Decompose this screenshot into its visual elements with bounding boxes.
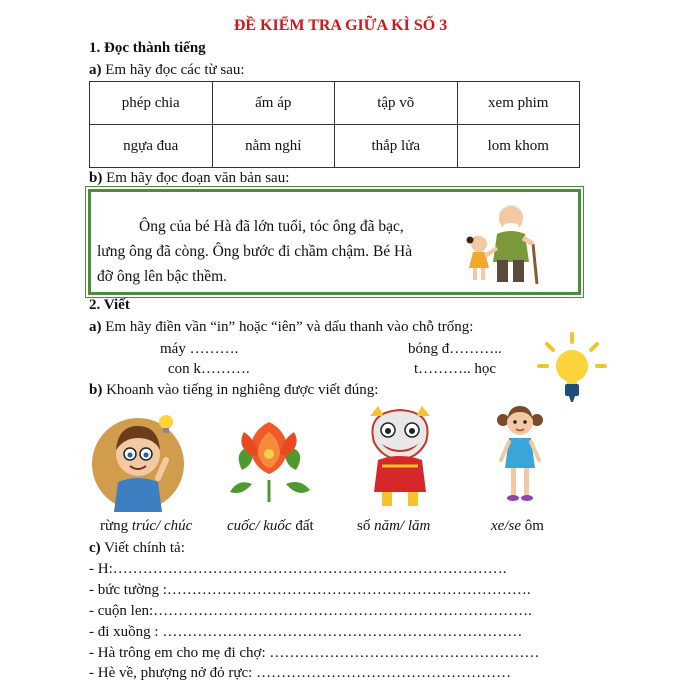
dictation-line[interactable]: - Hè về, phượng nở đỏ rực: ……………………………………………	[89, 665, 512, 681]
table-cell: lom khom	[457, 125, 580, 168]
reading-passage-box	[88, 189, 581, 295]
choice-prefix: rừng	[100, 518, 132, 534]
passage-line: đỡ ông lên bậc thềm.	[97, 268, 228, 285]
part-b-text: Em hãy đọc đoạn văn bản sau:	[106, 170, 290, 186]
table-row	[90, 125, 580, 168]
table-cell: thắp lửa	[335, 125, 458, 168]
part-a-text: Em hãy đọc các từ sau:	[105, 62, 245, 78]
table-row	[90, 82, 580, 125]
lion-dance-illustration	[360, 402, 440, 510]
section2-heading: 2. Viết	[89, 297, 130, 313]
passage-line: lưng ông đã còng. Ông bước đi chầm chậm. Bé Hà	[97, 243, 413, 260]
table-cell: phép chia	[90, 82, 213, 125]
part-a-label: a)	[89, 319, 102, 335]
table-cell: xem phim	[457, 82, 580, 125]
grandpa-girl-illustration	[463, 196, 563, 286]
dictation-line[interactable]: - cuộn len:………………………………………………………………….	[89, 603, 532, 619]
section1-part-a	[89, 62, 245, 79]
choice-options[interactable]: trúc/ chúc	[131, 518, 193, 534]
word-table	[89, 81, 580, 168]
fill-item: máy ……….	[160, 341, 239, 357]
part-b-label: b)	[89, 382, 103, 398]
fill-item: t……….. học	[414, 361, 497, 377]
flower-illustration	[222, 410, 316, 504]
section1-part-b	[89, 170, 289, 187]
part-a-label: a)	[89, 62, 102, 78]
dictation-line[interactable]: - đi xuồng : ………………………………………………………………	[89, 624, 523, 640]
fill-item: bóng đ………..	[408, 341, 502, 357]
choice-suffix: đất	[291, 518, 314, 534]
section1-heading: 1. Đọc thành tiếng	[89, 40, 206, 56]
page-title: ĐỀ KIỂM TRA GIỮA KÌ SỐ 3	[233, 17, 448, 34]
part-b-text: Khoanh vào tiếng in nghiêng được viết đúng:	[106, 382, 379, 398]
section2-part-c	[89, 540, 185, 557]
choice-caption	[227, 518, 314, 535]
choice-caption	[357, 518, 430, 535]
choice-prefix: số	[357, 518, 375, 534]
choice-suffix: ôm	[520, 518, 544, 534]
choice-options[interactable]: cuốc/ kuốc	[227, 518, 292, 534]
reading-passage	[91, 214, 443, 289]
boy-idea-illustration	[92, 408, 192, 512]
part-a-text: Em hãy điền vần “in” hoặc “iên” và dấu thanh vào chỗ trống:	[105, 319, 474, 335]
choice-options[interactable]: xe/se	[491, 518, 521, 534]
dictation-line[interactable]: - H:…………………………………………………………………….	[89, 561, 507, 577]
section2-part-a	[89, 319, 473, 336]
dictation-line[interactable]: - Hà trông em cho mẹ đi chợ: ………………………………………………	[89, 645, 540, 661]
section2-part-b	[89, 382, 378, 399]
choice-caption	[100, 518, 192, 535]
part-b-label: b)	[89, 170, 103, 186]
table-cell: tập võ	[335, 82, 458, 125]
passage-line: Ông của bé Hà đã lớn tuổi, tóc ông đã bạc,	[139, 218, 404, 235]
table-cell: ngựa đua	[90, 125, 213, 168]
fill-item: con k……….	[168, 361, 250, 377]
choice-options[interactable]: năm/ lăm	[374, 518, 431, 534]
table-cell: nằm nghỉ	[212, 125, 335, 168]
part-c-label: c)	[89, 540, 101, 556]
lightbulb-icon	[537, 332, 607, 404]
part-c-text: Viết chính tả:	[104, 540, 185, 556]
girl-illustration	[495, 402, 545, 506]
table-cell: ấm áp	[212, 82, 335, 125]
dictation-line[interactable]: - bức tường :……………………………………………………………….	[89, 582, 531, 598]
choice-caption	[491, 518, 544, 535]
